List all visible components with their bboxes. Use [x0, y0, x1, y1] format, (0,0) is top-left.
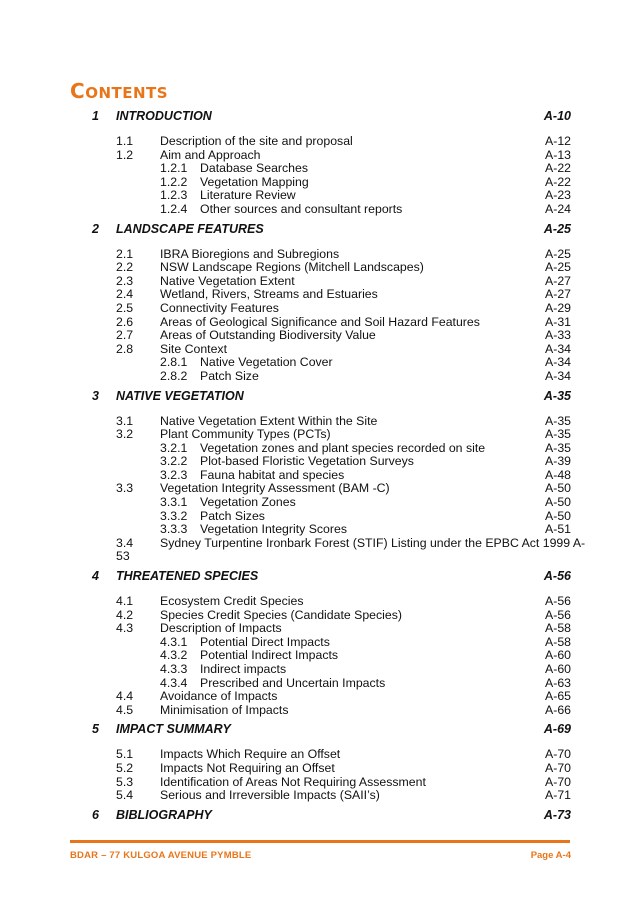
toc-chapter-entry[interactable] [0, 722, 637, 742]
section-page: A-70 [545, 760, 571, 775]
section-number: 2.4 [116, 287, 134, 302]
toc-section-entry[interactable] [0, 288, 637, 302]
section-number: 4.2 [116, 607, 134, 622]
subsection-page: A-50 [545, 495, 571, 510]
toc-chapter-entry[interactable] [0, 808, 637, 828]
subsection-number: 1.2.3 [160, 188, 188, 203]
section-title: Minimisation of Impacts [160, 702, 289, 717]
toc-section-entry[interactable] [0, 704, 637, 718]
section-title: Impacts Not Requiring an Offset [160, 760, 335, 775]
toc-chapter-entry[interactable] [0, 222, 637, 242]
toc-section-entry[interactable] [0, 415, 637, 429]
toc-subsection-entry[interactable] [0, 469, 637, 483]
toc-section-entry[interactable] [0, 789, 637, 803]
subsection-title: Database Searches [200, 161, 309, 176]
subsection-number: 4.3.4 [160, 675, 188, 690]
subsection-number: 1.2.1 [160, 161, 188, 176]
section-title: IBRA Bioregions and Subregions [160, 246, 340, 261]
chapter-title: INTRODUCTION [116, 109, 212, 123]
section-number: 4.4 [116, 689, 134, 704]
section-number: 2.2 [116, 260, 134, 275]
toc-section-entry[interactable] [0, 482, 637, 496]
toc-chapter-entry[interactable] [0, 389, 637, 409]
toc-section-entry[interactable] [0, 537, 637, 551]
section-title: Areas of Outstanding Biodiversity Value [160, 328, 376, 343]
section-page: A-25 [545, 246, 571, 261]
section-title: Native Vegetation Extent [160, 273, 295, 288]
chapter-title: LANDSCAPE FEATURES [116, 221, 264, 236]
subsection-number: 1.2.2 [160, 174, 188, 189]
subsection-page: A-50 [545, 508, 571, 523]
page-title [70, 79, 168, 105]
toc-section-entry[interactable] [0, 248, 637, 262]
subsection-title: Other sources and consultant reports [200, 201, 403, 216]
toc-subsection-entry[interactable] [0, 203, 637, 217]
toc-section-entry[interactable] [0, 316, 637, 330]
toc-subsection-entry[interactable] [0, 176, 637, 190]
section-number: 4.1 [116, 594, 134, 609]
toc-subsection-entry[interactable] [0, 649, 637, 663]
section-page: A-71 [545, 788, 571, 803]
subsection-title: Patch Size [200, 368, 259, 383]
footer-page-number: Page A-4 [530, 850, 571, 861]
chapter-page: A-10 [543, 109, 571, 123]
subsection-page: A-58 [545, 634, 571, 649]
toc-subsection-entry[interactable] [0, 510, 637, 524]
section-number: 5.3 [116, 774, 134, 789]
section-page: A-70 [545, 774, 571, 789]
section-number: 3.2 [116, 427, 134, 442]
toc-section-entry[interactable] [0, 776, 637, 790]
section-title: NSW Landscape Regions (Mitchell Landscapes) [160, 260, 424, 275]
footer-rule [70, 840, 570, 843]
subsection-page: A-34 [545, 368, 571, 383]
subsection-number: 4.3.1 [160, 634, 188, 649]
section-title: Site Context [160, 341, 227, 356]
section-number: 4.5 [116, 702, 134, 717]
section-page: A-70 [545, 747, 571, 762]
section-page: A-12 [545, 134, 571, 148]
chapter-page: A-25 [543, 221, 571, 236]
toc-subsection-entry[interactable] [0, 356, 637, 370]
section-title: Connectivity Features [160, 300, 279, 315]
toc-section-entry[interactable] [0, 261, 637, 275]
toc-section-entry[interactable] [0, 762, 637, 776]
toc-section-wrapped-page [0, 550, 637, 564]
section-page: A-56 [545, 607, 571, 622]
toc-subsection-entry[interactable] [0, 496, 637, 510]
chapter-page: A-69 [543, 722, 571, 737]
section-number: 2.5 [116, 300, 134, 315]
subsection-number: 3.3.3 [160, 522, 188, 537]
chapter-page: A-35 [543, 388, 571, 403]
toc-section-entry[interactable] [0, 275, 637, 289]
section-page-continued: 53 [116, 549, 130, 564]
section-number: 3.4 [116, 535, 134, 550]
section-title: Avoidance of Impacts [160, 689, 278, 704]
chapter-number: 5 [92, 722, 99, 737]
toc-section-entry[interactable] [0, 595, 637, 609]
toc-section-entry[interactable] [0, 343, 637, 357]
section-title: Description of Impacts [160, 621, 282, 636]
section-title: Identification of Areas Not Requiring Assessment [160, 774, 426, 789]
section-number: 3.1 [116, 413, 134, 428]
subsection-title: Prescribed and Uncertain Impacts [200, 675, 386, 690]
section-page: A-65 [545, 689, 571, 704]
section-title: Areas of Geological Significance and Soil Hazard Features [160, 314, 480, 329]
section-title: Plant Community Types (PCTs) [160, 427, 331, 442]
toc-section-entry[interactable] [0, 135, 637, 149]
section-title: Description of the site and proposal [160, 134, 353, 148]
section-number: 4.3 [116, 621, 134, 636]
subsection-title: Indirect impacts [200, 662, 287, 676]
page-title-initial: C [70, 79, 86, 103]
subsection-page: A-48 [545, 467, 571, 482]
section-page: A-56 [545, 594, 571, 609]
section-page: A-34 [545, 341, 571, 356]
section-title: Species Credit Species (Candidate Species) [160, 607, 402, 622]
subsection-page: A-63 [545, 675, 571, 690]
section-number: 3.3 [116, 481, 134, 496]
section-title: Wetland, Rivers, Streams and Estuaries [160, 287, 378, 302]
chapter-number: 6 [92, 807, 99, 822]
toc-section-entry[interactable] [0, 149, 637, 163]
subsection-title: Literature Review [200, 188, 296, 203]
footer-document-title: BDAR – 77 KULGOA AVENUE PYMBLE [70, 850, 252, 861]
section-title: Impacts Which Require an Offset [160, 747, 341, 762]
chapter-number: 3 [92, 388, 99, 403]
subsection-title: Native Vegetation Cover [200, 355, 333, 370]
subsection-page: A-23 [545, 188, 571, 203]
subsection-number: 3.3.2 [160, 508, 188, 523]
section-page: A-35 [545, 413, 571, 428]
subsection-number: 2.8.1 [160, 355, 188, 370]
toc-subsection-entry[interactable] [0, 523, 637, 537]
table-of-contents [0, 109, 637, 828]
section-number: 5.4 [116, 788, 134, 803]
section-page: A-25 [545, 260, 571, 275]
subsection-page: A-39 [545, 454, 571, 469]
section-number: 2.6 [116, 314, 134, 329]
toc-subsection-entry[interactable] [0, 442, 637, 456]
section-number: 2.7 [116, 328, 134, 343]
section-number: 1.1 [116, 134, 134, 148]
section-page: A-27 [545, 287, 571, 302]
chapter-number: 1 [92, 109, 99, 123]
toc-section-entry[interactable] [0, 329, 637, 343]
subsection-title: Vegetation Zones [200, 495, 296, 510]
subsection-number: 4.3.3 [160, 662, 188, 676]
chapter-page: A-56 [543, 569, 571, 584]
subsection-number: 3.2.3 [160, 467, 188, 482]
chapter-title: THREATENED SPECIES [116, 569, 259, 584]
subsection-page: A-22 [545, 161, 571, 176]
toc-subsection-entry[interactable] [0, 189, 637, 203]
section-page: A-50 [545, 481, 571, 496]
section-title: Native Vegetation Extent Within the Site [160, 413, 378, 428]
subsection-page: A-22 [545, 174, 571, 189]
subsection-number: 3.2.2 [160, 454, 188, 469]
toc-subsection-entry[interactable] [0, 677, 637, 691]
subsection-title: Vegetation Mapping [200, 174, 309, 189]
chapter-number: 2 [92, 221, 99, 236]
subsection-title: Vegetation Integrity Scores [200, 522, 347, 537]
section-page: A-33 [545, 328, 571, 343]
section-page: A-66 [545, 702, 571, 717]
section-page: A-31 [545, 314, 571, 329]
toc-subsection-entry[interactable] [0, 370, 637, 384]
section-title: Ecosystem Credit Species [160, 594, 304, 609]
section-number: 2.8 [116, 341, 134, 356]
subsection-page: A-60 [545, 662, 571, 676]
section-title: Vegetation Integrity Assessment (BAM -C) [160, 481, 390, 496]
subsection-number: 2.8.2 [160, 368, 188, 383]
section-title: Sydney Turpentine Ironbark Forest (STIF) Listing under the EPBC Act 1999 A- [160, 535, 586, 550]
subsection-page: A-34 [545, 355, 571, 370]
toc-chapter-entry[interactable] [0, 109, 637, 129]
chapter-title: NATIVE VEGETATION [116, 388, 244, 403]
chapter-title: IMPACT SUMMARY [116, 722, 231, 737]
section-number: 5.2 [116, 760, 134, 775]
subsection-title: Patch Sizes [200, 508, 265, 523]
section-page: A-13 [545, 147, 571, 162]
section-title: Serious and Irreversible Impacts (SAII’s) [160, 788, 380, 803]
toc-subsection-entry[interactable] [0, 455, 637, 469]
toc-section-entry[interactable] [0, 690, 637, 704]
section-number: 5.1 [116, 747, 134, 762]
section-page: A-35 [545, 427, 571, 442]
toc-section-entry[interactable] [0, 622, 637, 636]
section-number: 1.2 [116, 147, 134, 162]
section-title: Aim and Approach [160, 147, 261, 162]
section-page: A-58 [545, 621, 571, 636]
section-page: A-29 [545, 300, 571, 315]
subsection-title: Fauna habitat and species [200, 467, 345, 482]
subsection-page: A-35 [545, 440, 571, 455]
subsection-title: Potential Direct Impacts [200, 634, 330, 649]
subsection-number: 1.2.4 [160, 201, 188, 216]
toc-subsection-entry[interactable] [0, 636, 637, 650]
section-number: 2.1 [116, 246, 134, 261]
toc-section-entry[interactable] [0, 302, 637, 316]
section-page: A-27 [545, 273, 571, 288]
toc-chapter-entry[interactable] [0, 569, 637, 589]
subsection-page: A-60 [545, 648, 571, 663]
toc-section-entry[interactable] [0, 748, 637, 762]
subsection-page: A-51 [545, 522, 571, 537]
subsection-title: Vegetation zones and plant species recorded on site [200, 440, 486, 455]
toc-section-entry[interactable] [0, 609, 637, 623]
chapter-title: BIBLIOGRAPHY [116, 807, 212, 822]
toc-subsection-entry[interactable] [0, 162, 637, 176]
subsection-title: Plot-based Floristic Vegetation Surveys [200, 454, 414, 469]
subsection-page: A-24 [545, 201, 571, 216]
subsection-number: 3.3.1 [160, 495, 188, 510]
subsection-number: 3.2.1 [160, 440, 188, 455]
section-number: 2.3 [116, 273, 134, 288]
chapter-page: A-73 [543, 807, 571, 822]
toc-subsection-entry[interactable] [0, 663, 637, 677]
toc-section-entry[interactable] [0, 428, 637, 442]
subsection-number: 4.3.2 [160, 648, 188, 663]
chapter-number: 4 [92, 569, 99, 584]
subsection-title: Potential Indirect Impacts [200, 648, 339, 663]
page-title-rest: ONTENTS [85, 84, 169, 102]
